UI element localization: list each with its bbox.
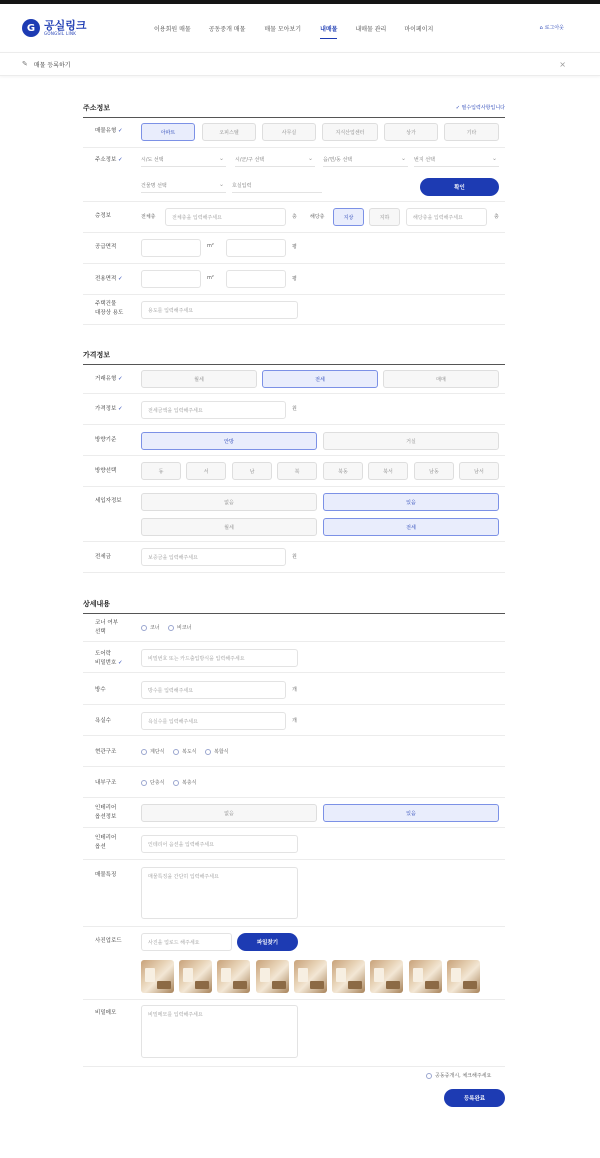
divider (83, 147, 505, 148)
inner-single-radio[interactable] (141, 779, 165, 786)
rooms-input[interactable]: 방수를 입력해주세요 (141, 681, 286, 699)
required-note-text: 필수입력사항입니다 (461, 105, 505, 111)
label-building-use-line2: 대장상 용도 (95, 310, 124, 316)
photo-thumbnail[interactable] (332, 960, 365, 993)
label-deal-type (95, 375, 123, 384)
radio-circle-icon (168, 625, 174, 631)
direction-northwest-button[interactable]: 북서 (368, 462, 408, 480)
corner-radio-label: 코너 (150, 625, 160, 631)
label-doorlock-line1: 도어락 (95, 651, 111, 657)
current-floor-input[interactable]: 해당층을 입력해주세요 (406, 208, 487, 226)
sido-select-value: 시/도 선택 (141, 157, 164, 163)
photo-thumbnail[interactable] (141, 960, 174, 993)
label-deposit: 전세금 (95, 554, 111, 560)
divider (83, 735, 505, 736)
photo-thumbnail[interactable] (370, 960, 403, 993)
type-store-button[interactable]: 상가 (384, 123, 438, 141)
tenant-exists-button[interactable]: 있음 (323, 493, 499, 511)
tenant-monthly-button[interactable]: 월세 (141, 518, 317, 536)
divider (83, 859, 505, 860)
logo[interactable] (22, 19, 87, 37)
label-exclusive-area (95, 275, 123, 284)
divider (83, 455, 505, 456)
inner-duplex-radio[interactable] (173, 779, 197, 786)
inner-single-label: 단층식 (150, 780, 165, 786)
divider (83, 572, 505, 573)
label-supply-area: 공급면적 (95, 244, 117, 250)
required-check-icon: ✓ (118, 406, 123, 412)
deposit-unit: 원 (292, 554, 297, 560)
nav-member-listings[interactable]: 이용회원 매물 (154, 25, 191, 33)
label-interior-option (95, 834, 116, 852)
label-direction: 방향선택 (95, 468, 117, 474)
doorlock-input[interactable]: 비밀번호 또는 카드출입방식을 입력해주세요 (141, 649, 298, 667)
current-floor-unit: 층 (494, 214, 499, 220)
label-secret-memo: 비밀메모 (95, 1010, 117, 1016)
direction-west-button[interactable]: 서 (186, 462, 226, 480)
radio-circle-icon (173, 749, 179, 755)
header (0, 4, 600, 52)
price-input[interactable]: 전세금액을 입력해주세요 (141, 401, 286, 419)
label-interior-info-line1: 인테리어 (95, 805, 117, 811)
features-textarea[interactable]: 매물특징을 간단히 입력해주세요 (141, 867, 298, 919)
label-interior-option-line1: 인테리어 (95, 835, 117, 841)
logout-label: 로그아웃 (544, 25, 564, 31)
entrance-stair-radio[interactable] (141, 748, 165, 755)
interior-none-button[interactable]: 없음 (141, 804, 317, 822)
radio-circle-icon (141, 780, 147, 786)
chevron-down-icon: ⌄ (218, 181, 224, 188)
chevron-down-icon: ⌄ (400, 155, 406, 162)
deposit-input[interactable]: 보증금을 입력해주세요 (141, 548, 286, 566)
m2-unit: m² (207, 243, 214, 249)
entrance-mixed-label: 복합식 (214, 749, 229, 755)
radio-circle-icon (173, 780, 179, 786)
floor-unit: 층 (292, 214, 297, 220)
sub-title-bar (0, 52, 600, 76)
label-tenant: 세입자정보 (95, 498, 122, 504)
label-entrance: 현관구조 (95, 749, 117, 755)
nav-listing-collection[interactable]: 매물 모아보기 (264, 25, 302, 33)
bathrooms-unit: 개 (292, 718, 297, 724)
nav-my-listings[interactable]: 내매물 (320, 4, 337, 52)
chevron-down-icon: ⌄ (491, 155, 497, 162)
photo-thumbnail[interactable] (179, 960, 212, 993)
inner-duplex-label: 복층식 (182, 780, 197, 786)
required-check-icon: ✓ (118, 157, 123, 163)
type-officetel-button[interactable]: 오피스텔 (202, 123, 256, 141)
divider (83, 541, 505, 542)
required-check-icon: ✓ (118, 128, 123, 134)
entrance-corridor-label: 복도식 (182, 749, 197, 755)
non-corner-radio-label: 비코너 (177, 625, 192, 631)
logo-sub-text: GONGSIL LINK (44, 31, 77, 36)
direction-southwest-button[interactable]: 남서 (459, 462, 499, 480)
building-select[interactable] (141, 179, 226, 193)
required-check-icon: ✓ (118, 276, 123, 282)
section-detail-title: 상세내용 (83, 599, 505, 614)
photo-thumbnail[interactable] (294, 960, 327, 993)
section-price-title: 가격정보 (83, 350, 505, 365)
m2-unit: m² (207, 275, 214, 281)
nav-my-listings-manage[interactable]: 내매물 관리 (355, 25, 387, 33)
address-confirm-button[interactable]: 확인 (420, 178, 499, 196)
current-floor-prefix: 해당층 (310, 214, 325, 220)
ho-input[interactable] (232, 179, 322, 193)
label-building-use-line1: 주택건물 (95, 301, 117, 307)
photo-thumbnail[interactable] (447, 960, 480, 993)
deal-sale-button[interactable]: 매매 (383, 370, 499, 388)
total-floor-input[interactable]: 전체층을 입력해주세요 (165, 208, 286, 226)
divider (83, 797, 505, 798)
label-rooms: 방수 (95, 687, 106, 693)
page-title: 매물 등록하기 (33, 61, 71, 69)
direction-north-button[interactable]: 북 (277, 462, 317, 480)
chevron-down-icon: ⌄ (218, 155, 224, 162)
label-address-text: 주소정보 (95, 157, 117, 163)
photo-upload-input[interactable]: 사진을 업로드 해주세요 (141, 933, 232, 951)
interior-exists-button[interactable]: 있음 (323, 804, 499, 822)
direction-southeast-button[interactable]: 남동 (414, 462, 454, 480)
photo-find-button[interactable]: 파일찾기 (237, 933, 298, 951)
type-apartment-button[interactable]: 아파트 (141, 123, 195, 141)
photo-thumbnail[interactable] (217, 960, 250, 993)
exclusive-area-m2-input[interactable] (141, 270, 201, 288)
pyeong-unit: 평 (292, 244, 297, 250)
radio-circle-icon (205, 749, 211, 755)
bunji-select[interactable] (414, 153, 499, 167)
direction-northeast-button[interactable]: 북동 (323, 462, 363, 480)
logo-icon: G (22, 19, 40, 37)
building-use-input[interactable]: 용도를 입력해주세요 (141, 301, 298, 319)
direction-south-button[interactable]: 남 (232, 462, 272, 480)
logout-icon: ⌂ (539, 24, 543, 31)
main-nav (150, 4, 433, 52)
divider (83, 999, 505, 1000)
deal-monthly-button[interactable]: 월세 (141, 370, 257, 388)
label-doorlock-line2: 비밀번호 (95, 660, 117, 666)
interior-option-input[interactable]: 인테리어 옵션을 입력해주세요 (141, 835, 298, 853)
divider (83, 672, 505, 673)
label-price (95, 405, 123, 414)
floor-above-button[interactable]: 지상 (333, 208, 364, 226)
divider (83, 827, 505, 828)
eupmyeondong-select[interactable] (323, 153, 408, 167)
direction-east-button[interactable]: 동 (141, 462, 181, 480)
rooms-unit: 개 (292, 687, 297, 693)
divider (83, 641, 505, 642)
sigungu-select-value: 시/군/구 선택 (235, 157, 265, 163)
divider (83, 1066, 505, 1067)
divider (83, 263, 505, 264)
corner-radio[interactable] (141, 624, 160, 631)
exclusive-area-pyeong-input[interactable] (226, 270, 286, 288)
label-corner-line2: 선택 (95, 629, 106, 635)
checkbox-circle-icon (426, 1073, 432, 1079)
direction-base-main-room-button[interactable]: 안방 (141, 432, 317, 450)
label-interior-info (95, 804, 116, 822)
label-photo-upload: 사진업로드 (95, 938, 122, 944)
label-corner (95, 619, 118, 637)
photo-thumbnail[interactable] (256, 960, 289, 993)
divider (83, 766, 505, 767)
tenant-jeonse-button[interactable]: 전세 (323, 518, 499, 536)
label-building-use (95, 300, 123, 318)
label-inner-structure: 내부구조 (95, 780, 117, 786)
non-corner-radio[interactable] (168, 624, 192, 631)
photo-thumbnail[interactable] (409, 960, 442, 993)
price-unit: 원 (292, 406, 297, 412)
bathrooms-input[interactable]: 욕실수를 입력해주세요 (141, 712, 286, 730)
check-icon: ✓ (455, 105, 462, 111)
type-knowledge-center-button[interactable]: 지식산업센터 (322, 123, 378, 141)
label-bathrooms: 욕실수 (95, 718, 111, 724)
label-interior-option-line2: 옵션 (95, 844, 106, 850)
label-exclusive-area-text: 전용면적 (95, 276, 117, 282)
required-note (456, 104, 505, 111)
label-floor: 층정보 (95, 213, 111, 219)
label-listing-type-text: 매물유형 (95, 128, 117, 134)
label-address (95, 156, 123, 165)
bunji-select-value: 번지 선택 (414, 157, 435, 163)
entrance-stair-label: 계단식 (150, 749, 165, 755)
divider (83, 424, 505, 425)
label-doorlock (95, 650, 123, 668)
required-check-icon: ✓ (118, 660, 123, 666)
type-etc-button[interactable]: 기타 (444, 123, 499, 141)
radio-circle-icon (141, 749, 147, 755)
supply-area-pyeong-input[interactable] (226, 239, 286, 257)
divider (83, 393, 505, 394)
divider (83, 294, 505, 295)
label-deal-type-text: 거래유형 (95, 376, 117, 382)
submit-button[interactable]: 등록완료 (444, 1089, 505, 1107)
divider (83, 704, 505, 705)
divider (83, 486, 505, 487)
divider (83, 324, 505, 325)
eupmyeondong-select-value: 읍/면/동 선택 (323, 157, 353, 163)
divider (83, 232, 505, 233)
supply-area-m2-input[interactable] (141, 239, 201, 257)
pyeong-unit: 평 (292, 276, 297, 282)
label-features: 매물특징 (95, 872, 117, 878)
divider (83, 201, 505, 202)
entrance-corridor-radio[interactable] (173, 748, 197, 755)
entrance-mixed-radio[interactable] (205, 748, 229, 755)
ho-input-placeholder: 호실입력 (232, 183, 252, 189)
label-price-text: 가격정보 (95, 406, 117, 412)
joint-brokerage-checkbox-label: 공동중개시, 체크해주세요 (435, 1073, 492, 1079)
logo-main-text: 공실링크 (44, 19, 87, 32)
floor-below-button[interactable]: 지하 (369, 208, 400, 226)
joint-brokerage-checkbox[interactable] (426, 1072, 491, 1079)
total-floor-prefix: 전체층 (141, 214, 156, 220)
building-select-value: 건물명 선택 (141, 183, 167, 189)
label-corner-line1: 코너 여부 (95, 620, 119, 626)
label-interior-info-line2: 옵션정보 (95, 814, 117, 820)
logout-button[interactable] (539, 24, 564, 31)
sigungu-select[interactable] (235, 153, 315, 167)
secret-memo-textarea[interactable]: 비밀메모를 입력해주세요 (141, 1005, 298, 1058)
deal-jeonse-button[interactable]: 전세 (262, 370, 378, 388)
sido-select[interactable] (141, 153, 226, 167)
nav-my-page[interactable]: 마이페이지 (404, 25, 434, 33)
edit-icon: ✎ (22, 60, 28, 68)
nav-joint-brokerage[interactable]: 공동중개 매물 (208, 25, 246, 33)
tenant-none-button[interactable]: 없음 (141, 493, 317, 511)
label-listing-type (95, 127, 123, 136)
section-address-title: 주소정보 (83, 103, 505, 118)
close-icon[interactable]: × (559, 60, 566, 69)
radio-circle-icon (141, 625, 147, 631)
type-office-button[interactable]: 사무실 (262, 123, 316, 141)
label-direction-base: 방향기준 (95, 437, 117, 443)
direction-base-living-room-button[interactable]: 거실 (323, 432, 499, 450)
required-check-icon: ✓ (118, 376, 123, 382)
chevron-down-icon: ⌄ (307, 155, 313, 162)
divider (83, 926, 505, 927)
